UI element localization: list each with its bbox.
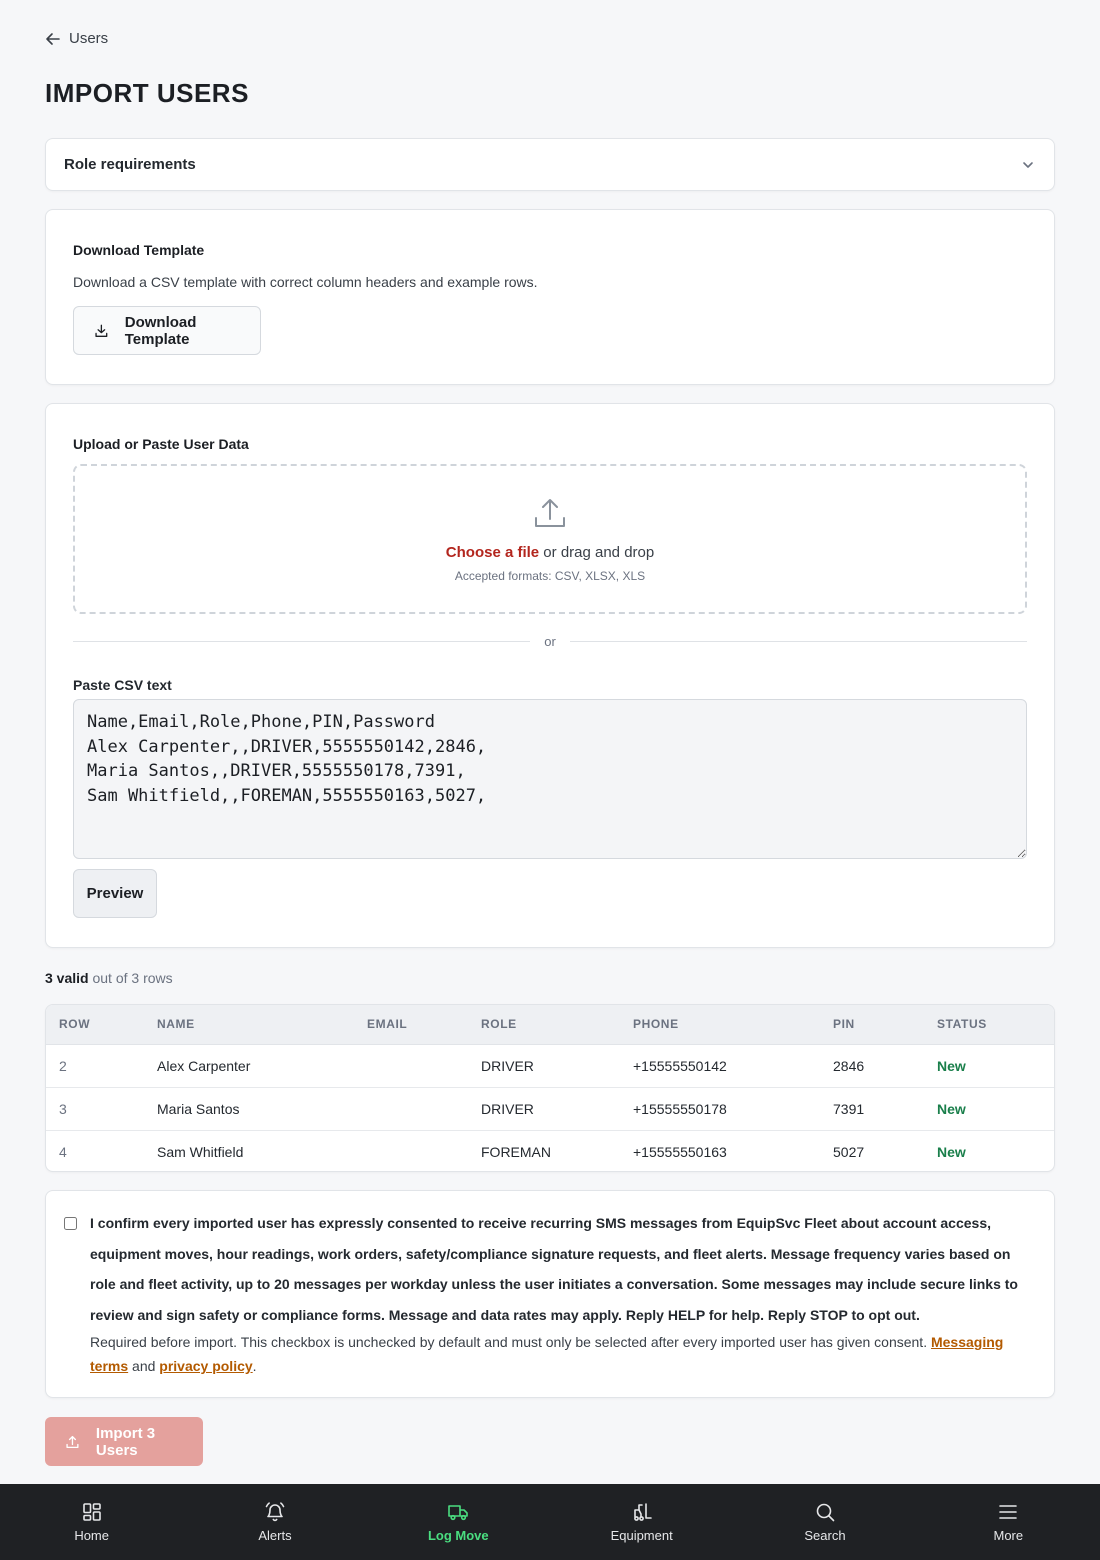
- cell-phone: +15555550178: [620, 1087, 820, 1130]
- table-row: [46, 1087, 1054, 1130]
- consent-text-block: [90, 1215, 1028, 1397]
- nav-item-more[interactable]: [948, 1501, 1068, 1543]
- file-dropzone[interactable]: [73, 464, 1027, 614]
- preview-table-card: [45, 1004, 1055, 1172]
- role-requirements-accordion[interactable]: [45, 138, 1055, 191]
- download-template-description: Download a CSV template with correct column headers and example rows.: [73, 274, 538, 290]
- col-role: ROLE: [468, 1005, 620, 1044]
- accepted-formats: Accepted formats: CSV, XLSX, XLS: [454, 568, 646, 583]
- cell-role: FOREMAN: [481, 1143, 551, 1160]
- cell-pin: 2846: [820, 1044, 924, 1087]
- menu-icon: [997, 1501, 1019, 1523]
- col-name: NAME: [144, 1005, 354, 1044]
- divider-line: [73, 641, 530, 642]
- import-users-button-label: Import 3 Users: [95, 1424, 156, 1459]
- cell-status: New: [924, 1087, 1054, 1130]
- privacy-policy-link[interactable]: privacy policy: [159, 1358, 253, 1374]
- valid-count: 3 valid: [45, 970, 89, 986]
- download-icon: [94, 322, 109, 340]
- grid-icon: [81, 1501, 103, 1523]
- cell-name: Alex Carpenter: [144, 1044, 354, 1087]
- table-row: [46, 1044, 1054, 1087]
- nav-label: Equipment: [610, 1528, 673, 1543]
- col-email: EMAIL: [354, 1005, 468, 1044]
- cell-pin: 7391: [820, 1087, 924, 1130]
- sms-consent-checkbox[interactable]: [64, 1217, 77, 1230]
- search-icon: [814, 1501, 836, 1523]
- back-link-label: Users: [69, 30, 109, 47]
- drag-drop-text: or drag and drop: [539, 543, 655, 561]
- download-template-card: [45, 209, 1055, 385]
- csv-textarea[interactable]: [73, 699, 1027, 859]
- validation-summary: [45, 970, 173, 986]
- nav-label: Search: [804, 1528, 846, 1543]
- back-link[interactable]: [45, 30, 108, 47]
- cell-pin: 5027: [833, 1143, 865, 1160]
- cell-role: DRIVER: [468, 1044, 620, 1087]
- nav-label: Home: [74, 1528, 109, 1543]
- role-requirements-label: Role requirements: [64, 156, 196, 173]
- divider-line: [570, 641, 1027, 642]
- preview-button[interactable]: Preview: [73, 869, 157, 918]
- choose-file-link[interactable]: Choose a file: [445, 543, 540, 561]
- table-row: [46, 1130, 1054, 1172]
- upload-heading: Upload or Paste User Data: [73, 436, 249, 452]
- dropzone-prompt: [446, 544, 654, 561]
- preview-table: [46, 1005, 1054, 1172]
- col-phone: PHONE: [620, 1005, 820, 1044]
- bottom-nav: [0, 1484, 1100, 1560]
- import-users-button[interactable]: [45, 1417, 203, 1466]
- col-row: ROW: [46, 1005, 144, 1044]
- cell-row: 4: [59, 1143, 67, 1160]
- period-text: .: [252, 1358, 257, 1374]
- upload-card: [45, 403, 1055, 948]
- consent-requirement-text: Required before import. This checkbox is unchecked by default and must only be selected after every imported user has given consent.: [90, 1334, 931, 1350]
- messaging-terms-link[interactable]: Messaging terms: [90, 1334, 1004, 1374]
- upload-icon: [65, 1433, 80, 1451]
- cell-name: Maria Santos: [144, 1087, 354, 1130]
- cell-name: Sam Whitfield: [157, 1143, 244, 1160]
- cell-role: DRIVER: [468, 1087, 620, 1130]
- nav-label: More: [993, 1528, 1024, 1543]
- cell-email: [354, 1130, 468, 1172]
- nav-item-alerts[interactable]: [215, 1501, 335, 1543]
- cell-row: 2: [46, 1044, 144, 1087]
- cell-email: [354, 1044, 468, 1087]
- consent-statement: I confirm every imported user has expressly consented to receive recurring SMS messages from EquipSvc Fleet about account access, equipment moves, hour readings, work orders, safety/compliance signature requests, and fleet alerts. Message frequency varies based on role and fleet activity, up to 20 messages per workday unless the user initiates a conversation. Some messages may include secure links to review and sign safety or compliance forms. Message and data rates may apply. Reply HELP for help. Reply STOP to opt out.: [90, 1215, 1018, 1323]
- nav-item-equipment[interactable]: [582, 1501, 702, 1543]
- table-header-row: [46, 1005, 1054, 1044]
- chevron-down-icon: [1020, 157, 1036, 173]
- forklift-icon: [631, 1501, 653, 1523]
- download-template-heading: Download Template: [73, 242, 205, 258]
- consent-requirement: [90, 1330, 1028, 1378]
- nav-label: Alerts: [258, 1528, 292, 1543]
- cell-phone: +15555550142: [620, 1044, 820, 1087]
- page-title: IMPORT USERS: [45, 78, 249, 108]
- cell-row: 3: [46, 1087, 144, 1130]
- download-template-button-label: Download Template: [124, 313, 197, 348]
- cell-status: New: [937, 1143, 966, 1160]
- and-text: and: [128, 1358, 160, 1374]
- sms-consent-card: [45, 1190, 1055, 1398]
- rows-total: out of 3 rows: [88, 970, 173, 986]
- col-pin: PIN: [820, 1005, 924, 1044]
- nav-item-home[interactable]: [32, 1501, 152, 1543]
- nav-label: Log Move: [427, 1528, 489, 1543]
- cell-phone: +15555550163: [633, 1143, 727, 1160]
- col-status: STATUS: [924, 1005, 1054, 1044]
- or-label: or: [544, 634, 556, 649]
- upload-icon: [533, 496, 567, 530]
- or-divider: [73, 634, 1027, 649]
- cell-email: [354, 1087, 468, 1130]
- truck-icon: [447, 1501, 469, 1523]
- bell-icon: [264, 1501, 286, 1523]
- download-template-button[interactable]: [73, 306, 261, 355]
- cell-status: New: [924, 1044, 1054, 1087]
- nav-item-log-move[interactable]: [398, 1501, 518, 1543]
- nav-item-search[interactable]: [765, 1501, 885, 1543]
- paste-csv-label: Paste CSV text: [73, 677, 172, 693]
- arrow-left-icon: [45, 31, 61, 47]
